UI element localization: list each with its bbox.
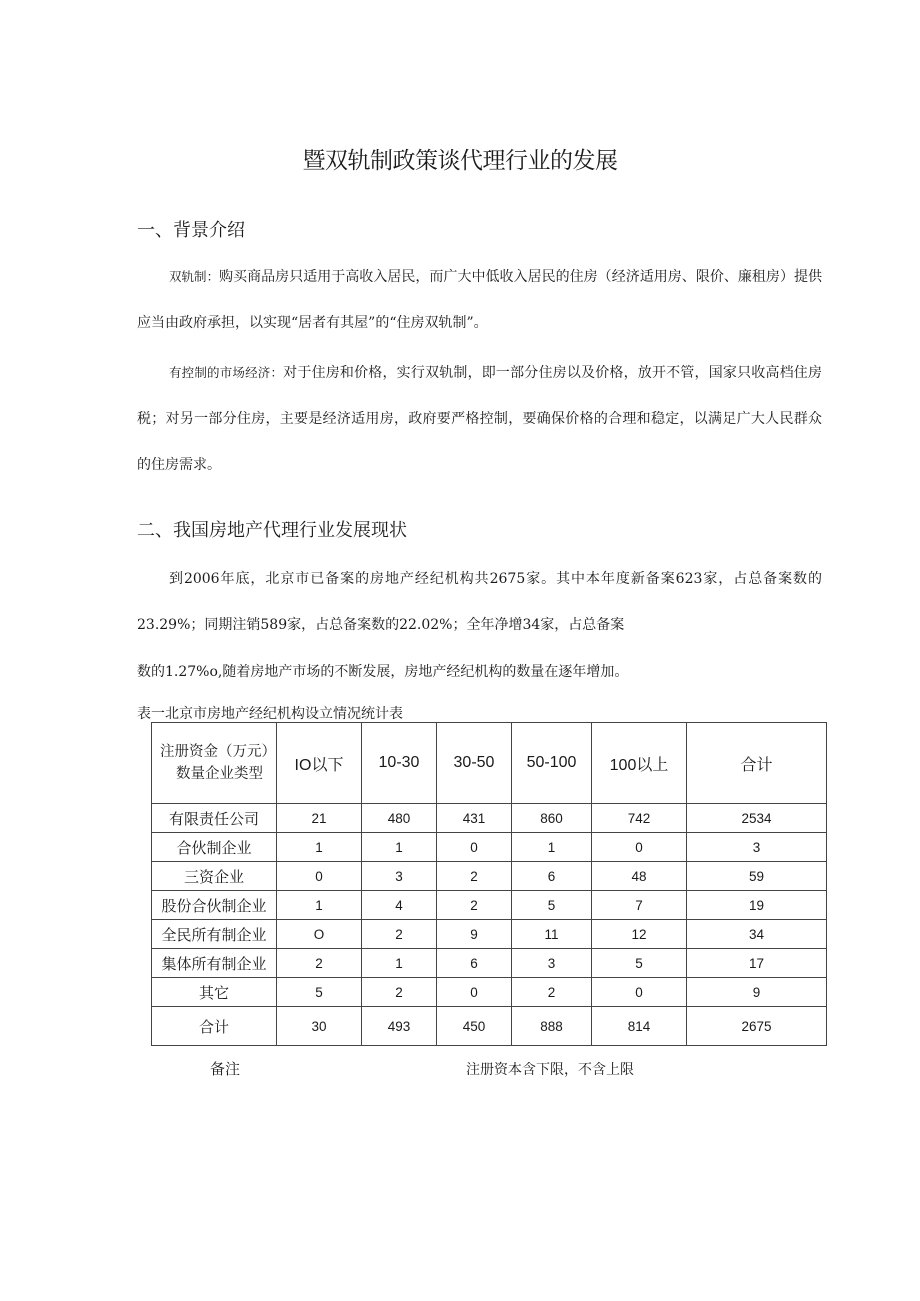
section-heading-status: 二、我国房地产代理行业发展现状 [137,520,407,541]
table-cell: 0 [592,833,687,862]
table-cell: 9 [437,920,512,949]
table-cell: 2 [277,949,362,978]
table-cell: 742 [592,804,687,833]
table-cell: 1 [362,833,437,862]
term-dual-track: 双轨制： [169,269,220,284]
table-row [152,949,827,978]
column-header: 10-30 [362,723,437,804]
table-cell: 431 [437,804,512,833]
table-cell: 48 [592,862,687,891]
table-row [152,862,827,891]
row-label: 合伙制企业 [152,833,277,862]
table-cell: 17 [687,949,827,978]
term-controlled-market: 有控制的市场经济： [169,365,284,380]
statistics-table [151,722,827,1046]
table-cell: 1 [512,833,592,862]
table-cell: 59 [687,862,827,891]
table-cell: 4 [362,891,437,920]
table-cell: 860 [512,804,592,833]
table-cell: O [277,920,362,949]
row-label: 合计 [152,1007,277,1046]
table-cell: 0 [437,978,512,1007]
table-caption: 表一北京市房地产经纪机构设立情况统计表 [137,706,403,722]
row-label: 其它 [152,978,277,1007]
table-cell: 2 [512,978,592,1007]
column-header: 合计 [687,723,827,804]
note-label: 备注 [210,1060,241,1078]
table-cell: 3 [362,862,437,891]
table-cell: 2 [362,978,437,1007]
table-cell: 2675 [687,1007,827,1046]
table-cell: 6 [512,862,592,891]
corner-header-type: 数量企业类型 [176,766,263,782]
table-cell: 0 [277,862,362,891]
column-header: 100以上 [592,723,687,804]
row-label: 股份合伙制企业 [152,891,277,920]
paragraph-dual-track-body: 购买商品房只适用于高收入居民，而广大中低收入居民的住房（经济适用房、限价、廉租房）提供应当由政府承担，以实现“居者有其屋”的“住房双轨制”。 [137,269,822,331]
table-corner-header [152,723,277,804]
table-row [152,833,827,862]
table-cell: 5 [512,891,592,920]
table-cell: 6 [437,949,512,978]
table-cell: 3 [512,949,592,978]
paragraph-agency-stats: 到2006年底，北京市已备案的房地产经纪机构共2675家。其中本年度新备案623家，占总备案数的23.29%；同期注销589家，占总备案数的22.02%；全年净增34家，占总备案 [137,571,822,633]
table-header-row [152,723,827,804]
row-label: 有限责任公司 [152,804,277,833]
table-cell: 2 [362,920,437,949]
note-text: 注册资本含下限，不含上限 [466,1062,634,1078]
section-heading-background: 一、背景介绍 [137,220,245,241]
corner-header-capital: 注册资金（万元） [160,744,276,760]
table-cell: 2 [437,891,512,920]
table-cell: 5 [277,978,362,1007]
table-row [152,920,827,949]
table-cell: 2 [437,862,512,891]
table-cell: 1 [362,949,437,978]
table-cell: 0 [437,833,512,862]
table-cell: 7 [592,891,687,920]
paragraph-controlled-market [137,350,822,488]
table-cell: 12 [592,920,687,949]
table-cell: 493 [362,1007,437,1046]
column-header: IO以下 [277,723,362,804]
row-label: 三资企业 [152,862,277,891]
table-cell: 814 [592,1007,687,1046]
paragraph-agency-growth: 数的1.27%o,随着房地产市场的不断发展，房地产经纪机构的数量在逐年增加。 [137,664,629,680]
table-cell: 888 [512,1007,592,1046]
table-cell: 2534 [687,804,827,833]
table-cell: 19 [687,891,827,920]
table-row [152,891,827,920]
table-cell: 1 [277,833,362,862]
table-cell: 1 [277,891,362,920]
column-header: 30-50 [437,723,512,804]
table-cell: 21 [277,804,362,833]
paragraph-controlled-market-body: 对于住房和价格，实行双轨制，即一部分住房以及价格，放开不管，国家只收高档住房税；对另一部分住房，主要是经济适用房，政府要严格控制，要确保价格的合理和稳定，以满足广大人民群众的住房需求。 [137,365,822,473]
table-cell: 9 [687,978,827,1007]
table-cell: 30 [277,1007,362,1046]
table-row-total [152,1007,827,1046]
table-cell: 11 [512,920,592,949]
table-row [152,978,827,1007]
column-header: 50-100 [512,723,592,804]
table-cell: 480 [362,804,437,833]
table-cell: 0 [592,978,687,1007]
table-row [152,804,827,833]
table-cell: 3 [687,833,827,862]
row-label: 全民所有制企业 [152,920,277,949]
table-cell: 34 [687,920,827,949]
table-cell: 450 [437,1007,512,1046]
document-title: 暨双轨制政策谈代理行业的发展 [302,148,618,174]
table-cell: 5 [592,949,687,978]
row-label: 集体所有制企业 [152,949,277,978]
paragraph-dual-track [137,254,822,346]
